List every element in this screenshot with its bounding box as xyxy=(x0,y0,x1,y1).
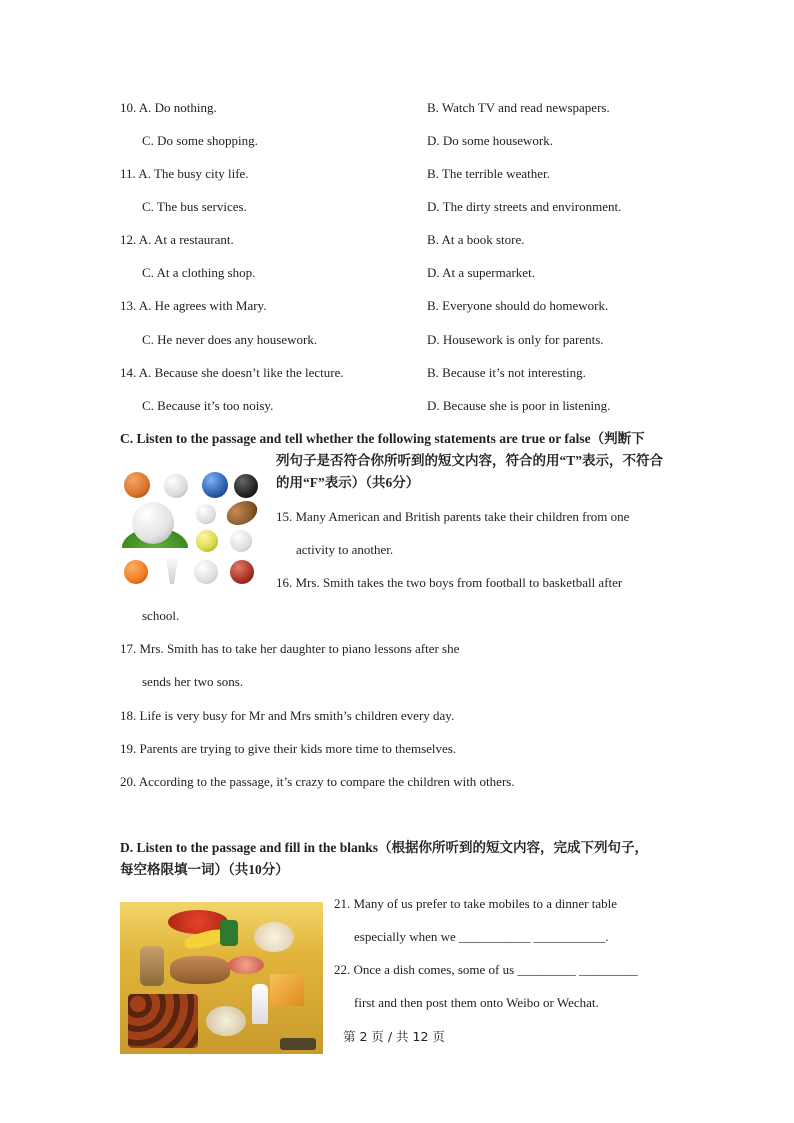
q14-option-c: C. Because it’s too noisy. xyxy=(142,398,274,413)
question-21-line1: 21. Many of us prefer to take mobiles to a dinner table xyxy=(334,896,618,911)
watermark-logo xyxy=(280,1038,316,1050)
q13-option-a: 13. A. He agrees with Mary. xyxy=(120,298,267,313)
q14-option-d: D. Because she is poor in listening. xyxy=(427,398,611,413)
q11-option-d: D. The dirty streets and environment. xyxy=(427,199,622,214)
q13-option-d: D. Housework is only for parents. xyxy=(427,332,604,347)
page-number: 第 2 页 / 共 12 页 xyxy=(343,1029,445,1044)
cricket-ball-icon xyxy=(230,560,254,584)
soccer-ball-icon xyxy=(132,502,174,544)
statement-16-line2: school. xyxy=(142,608,180,623)
eggs-basket-icon xyxy=(254,922,294,952)
heading-text: 列句子是否符合你所听到的短文内容，符合的用 xyxy=(276,453,560,469)
q10-option-b: B. Watch TV and read newspapers. xyxy=(427,100,610,115)
q14-option-b: B. Because it’s not interesting. xyxy=(427,365,586,380)
white-ball-icon xyxy=(164,474,188,498)
cereal-bowl-icon xyxy=(206,1006,246,1036)
shuttlecock-icon xyxy=(162,558,182,584)
bread-icon xyxy=(170,956,230,984)
q12-option-a: 12. A. At a restaurant. xyxy=(120,232,234,247)
section-c-heading xyxy=(120,431,645,447)
muffin-tray-icon xyxy=(128,994,198,1048)
q10-option-d: D. Do some housework. xyxy=(427,133,554,148)
bottle-icon xyxy=(220,920,238,946)
baseball-icon xyxy=(194,560,218,584)
statement-17-line1: 17. Mrs. Smith has to take her daughter to piano lessons after she xyxy=(120,641,460,656)
heading-text: 分） xyxy=(392,475,420,491)
q14-option-a: 14. A. Because she doesn’t like the lecture. xyxy=(120,365,344,380)
heading-text: （根据你所听到的短文内容，完成下列句子， xyxy=(378,840,649,856)
section-c-heading-en: C. Listen to the passage and tell whether the following statements are true or false xyxy=(120,431,591,446)
q11-option-a: 11. A. The busy city life. xyxy=(120,166,249,181)
section-d-heading-line2 xyxy=(120,862,289,878)
statement-15-line1: 15. Many American and British parents take their children from one xyxy=(276,509,630,524)
q12-option-b: B. At a book store. xyxy=(427,232,525,247)
statement-20: 20. According to the passage, it’s crazy to compare the children with others. xyxy=(120,774,515,789)
heading-t: “T” xyxy=(559,453,583,468)
basketball-icon xyxy=(124,472,150,498)
q11-option-b: B. The terrible weather. xyxy=(427,166,550,181)
q12-option-c: C. At a clothing shop. xyxy=(142,265,256,280)
sports-balls-image xyxy=(118,466,264,590)
ping-pong-ball-icon xyxy=(124,560,148,584)
section-c-heading-cn: （判断下 xyxy=(590,431,645,447)
volleyball-icon xyxy=(230,530,252,552)
bowling-ball-icon xyxy=(202,472,228,498)
section-d-heading-en: D. Listen to the passage and fill in the blanks xyxy=(120,840,379,855)
milk-bottle-icon xyxy=(252,984,268,1024)
q10-option-a: 10. A. Do nothing. xyxy=(120,100,217,115)
heading-score: 6 xyxy=(385,475,393,490)
heading-score: 10 xyxy=(248,862,262,877)
statement-16-line1: 16. Mrs. Smith takes the two boys from football to basketball after xyxy=(276,575,623,590)
statement-17-line2: sends her two sons. xyxy=(142,674,244,689)
tennis-ball-icon xyxy=(196,530,218,552)
section-d-heading xyxy=(120,840,648,856)
billiard-ball-icon xyxy=(234,474,258,498)
heading-text: 表示）（共 xyxy=(324,475,386,491)
heading-text: 每空格限填一词）（共 xyxy=(120,862,249,878)
question-21-line2: especially when we ___________ ___________. xyxy=(354,929,609,944)
q13-option-c: C. He never does any housework. xyxy=(142,332,318,347)
heading-text: 表示，不符合 xyxy=(582,453,664,469)
section-c-heading-line2 xyxy=(276,453,663,469)
food-image xyxy=(120,902,323,1054)
q12-option-d: D. At a supermarket. xyxy=(427,265,535,280)
golf-ball-icon xyxy=(196,504,216,524)
cheese-icon xyxy=(270,974,304,1006)
jar-icon xyxy=(140,946,164,986)
q11-option-c: C. The bus services. xyxy=(142,199,247,214)
q10-option-c: C. Do some shopping. xyxy=(142,133,258,148)
heading-f: “F” xyxy=(303,475,325,490)
heading-text: 分） xyxy=(261,862,289,878)
question-22-line2: first and then post them onto Weibo or Wechat. xyxy=(354,995,599,1010)
section-c-heading-line3 xyxy=(276,475,419,491)
football-icon xyxy=(223,496,261,529)
heading-text: 的用 xyxy=(276,475,303,491)
statement-18: 18. Life is very busy for Mr and Mrs smith’s children every day. xyxy=(120,708,455,723)
statement-15-line2: activity to another. xyxy=(296,542,394,557)
meat-plate-icon xyxy=(228,956,264,974)
q13-option-b: B. Everyone should do homework. xyxy=(427,298,609,313)
question-22-line1: 22. Once a dish comes, some of us _________ _________ xyxy=(334,962,638,977)
statement-19: 19. Parents are trying to give their kids more time to themselves. xyxy=(120,741,457,756)
